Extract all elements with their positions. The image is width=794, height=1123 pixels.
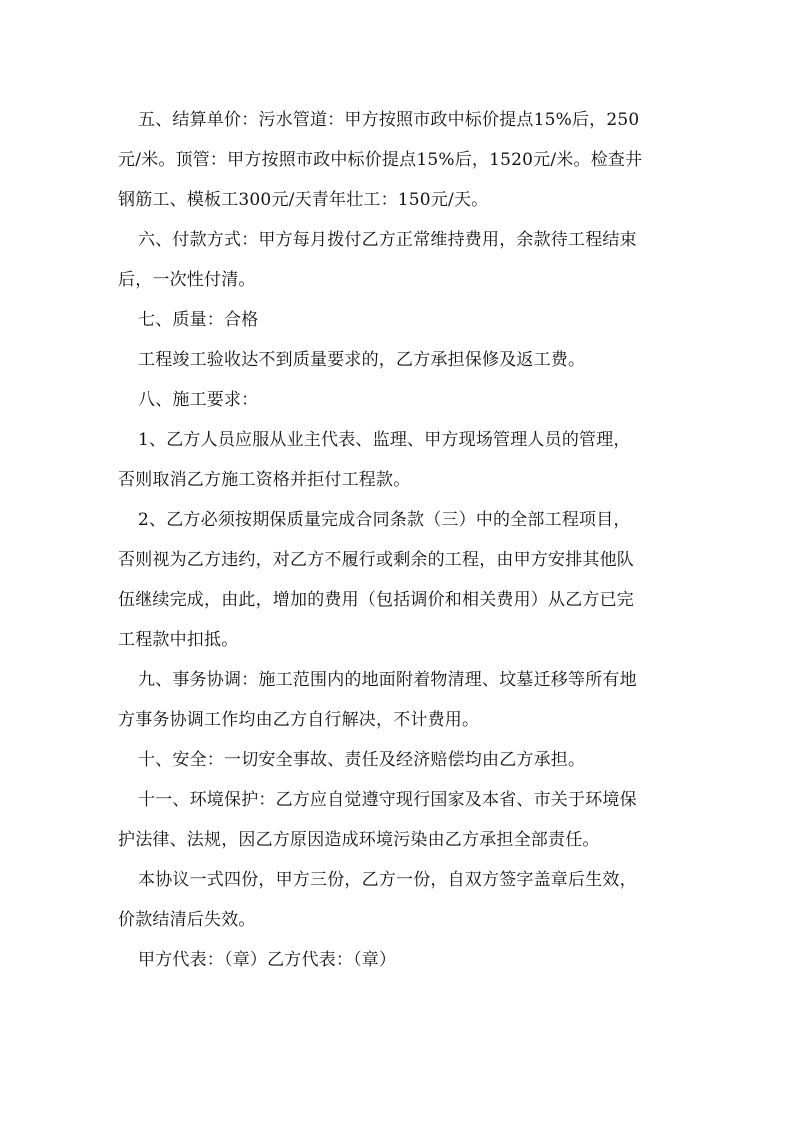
- clause-6-line-1: 六、付款方式：甲方每月拨付乙方正常维持费用，余款待工程结束: [138, 230, 637, 250]
- clause-5-line-2: 元/米。顶管：甲方按照市政中标价提点15%后，1520元/米。检查井: [118, 150, 643, 170]
- clause-6-line-2: 后，一次性付清。: [118, 270, 256, 290]
- clause-11-line-1: 十一、环境保护：乙方应自觉遵守现行国家及本省、市关于环境保: [138, 790, 637, 810]
- clause-8-item-1-line-1: 1、乙方人员应服从业主代表、监理、甲方现场管理人员的管理，: [138, 430, 631, 450]
- clause-7-detail: 工程竣工验收达不到质量要求的，乙方承担保修及返工费。: [138, 350, 586, 370]
- clause-8-item-2-line-1: 2、乙方必须按期保质量完成合同条款（三）中的全部工程项目，: [138, 510, 631, 530]
- clause-8-item-2-line-4: 工程款中扣抵。: [118, 630, 239, 650]
- clause-10: 十、安全：一切安全事故、责任及经济赔偿均由乙方承担。: [138, 750, 586, 770]
- clause-8-item-2-line-3: 伍继续完成，由此，增加的费用（包括调价和相关费用）从乙方已完: [118, 590, 634, 610]
- agreement-copies-line-2: 价款结清后失效。: [118, 910, 256, 930]
- clause-8-item-2-line-2: 否则视为乙方违约，对乙方不履行或剩余的工程，由甲方安排其他队: [118, 550, 634, 570]
- contract-text: [118, 100, 678, 980]
- clause-9-line-1: 九、事务协调：施工范围内的地面附着物清理、坟墓迁移等所有地: [138, 670, 637, 690]
- clause-7-title: 七、质量：合格: [138, 310, 259, 330]
- clause-5-line-3: 钢筋工、模板工300元/天青年壮工：150元/天。: [118, 190, 489, 210]
- signature-line: 甲方代表：（章）乙方代表：（章）: [138, 950, 397, 970]
- clause-5-line-1: 五、结算单价：污水管道：甲方按照市政中标价提点15%后，250: [138, 110, 640, 130]
- clause-11-line-2: 护法律、法规，因乙方原因造成环境污染由乙方承担全部责任。: [118, 830, 600, 850]
- clause-8-item-1-line-2: 否则取消乙方施工资格并拒付工程款。: [118, 470, 411, 490]
- clause-8-title: 八、施工要求：: [138, 390, 259, 410]
- agreement-copies-line-1: 本协议一式四份，甲方三份，乙方一份，自双方签字盖章后生效，: [138, 870, 637, 890]
- clause-9-line-2: 方事务协调工作均由乙方自行解决，不计费用。: [118, 710, 480, 730]
